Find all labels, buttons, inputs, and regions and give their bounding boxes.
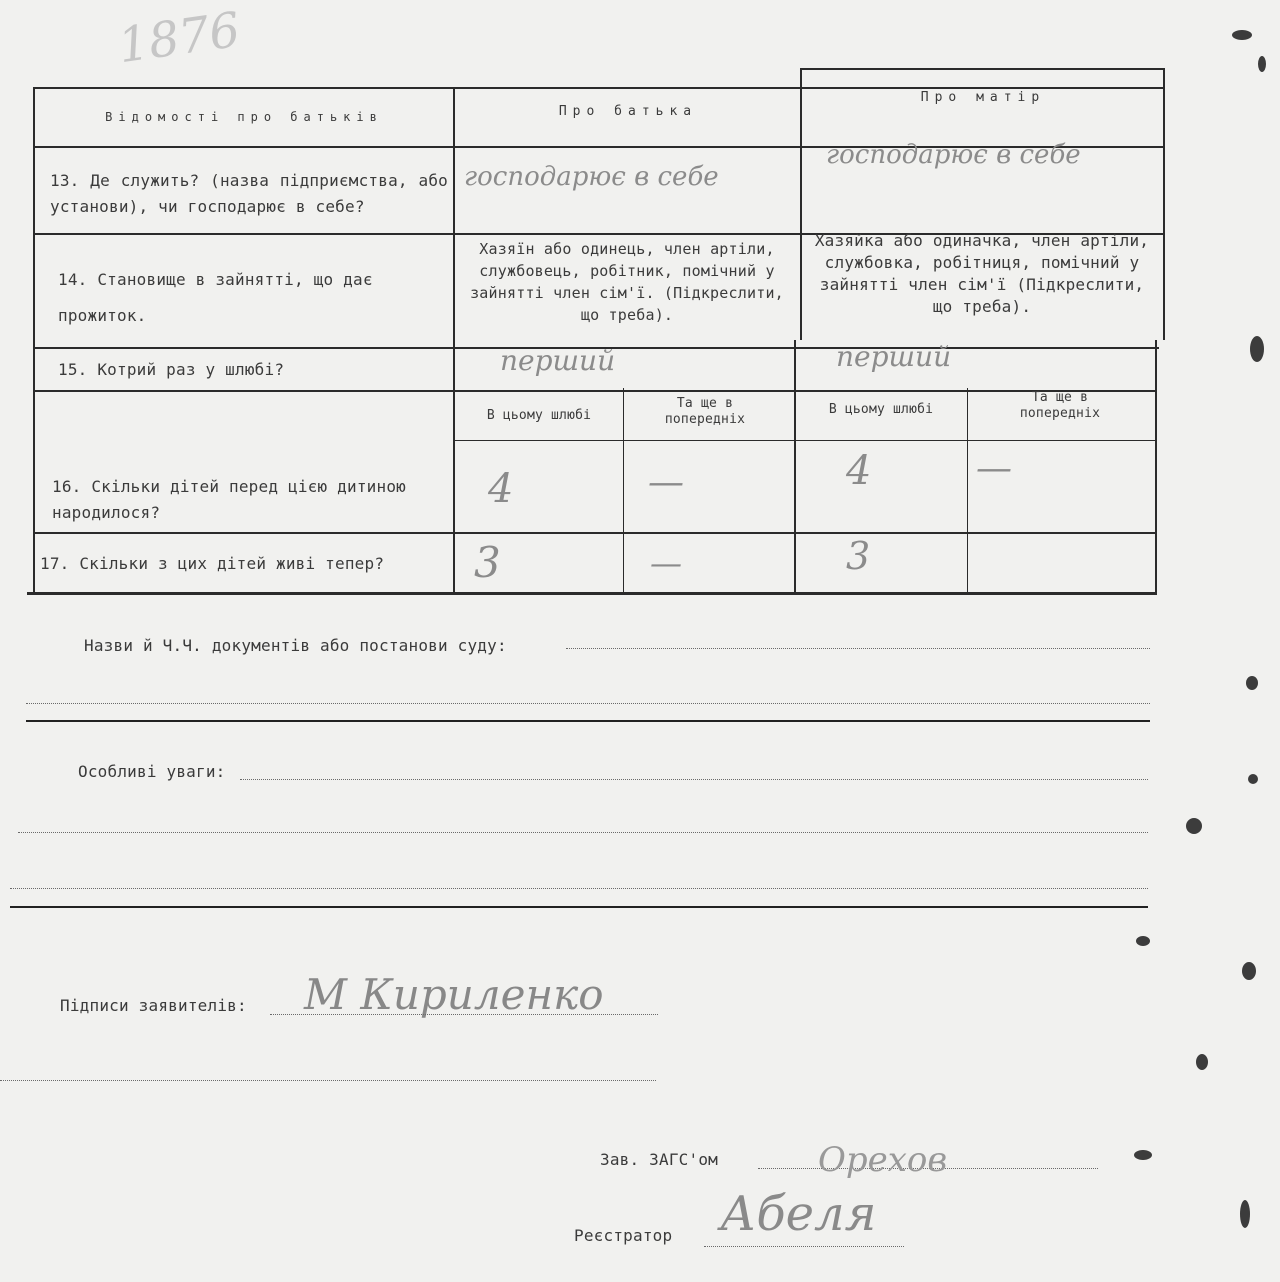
registrar-signature: Абеля bbox=[720, 1186, 877, 1242]
row-17-label: 17. Скільки з цих дітей живі тепер? bbox=[40, 554, 385, 573]
special-notes-label: Особливі уваги: bbox=[78, 762, 226, 781]
row-13-label: 13. Де служить? (назва підприємства, або установи), чи господарює в себе? bbox=[50, 171, 448, 216]
archive-number: 1876 bbox=[114, 1, 244, 75]
head-signature: Орехов bbox=[818, 1140, 948, 1180]
subheader-previous-mother: Та ще в попередніх bbox=[1019, 390, 1101, 421]
applicant-signature-line-1 bbox=[270, 1014, 658, 1015]
subheader-previous-father: Та ще в попередніх bbox=[664, 396, 746, 427]
applicant-signatures-label: Підписи заявителів: bbox=[60, 996, 247, 1015]
header-father-column: Про батька bbox=[558, 104, 698, 119]
row-16-mother-this: 4 bbox=[846, 448, 872, 494]
row-17-father-previous: — bbox=[650, 544, 682, 582]
row-14-father-options: Хазяїн або одинець, член артіли, службовець, робітник, помічний у зайнятті член сім'ї. (Підкреслити, що треба). bbox=[470, 240, 784, 324]
row-16-mother-previous: — bbox=[976, 448, 1012, 489]
documents-line-2 bbox=[26, 703, 1150, 704]
row-13-father-value: господарює в себе bbox=[464, 162, 719, 192]
row-15-label: 15. Котрий раз у шлюбі? bbox=[58, 360, 285, 379]
header-mother-column: Про матір bbox=[920, 90, 1046, 105]
special-notes-line-3 bbox=[10, 888, 1148, 889]
special-notes-divider bbox=[10, 906, 1148, 908]
special-notes-line-1 bbox=[240, 779, 1148, 780]
row-17-father-this: 3 bbox=[474, 538, 501, 587]
header-label-column: Відомості про батьків bbox=[105, 110, 383, 124]
documents-divider bbox=[26, 720, 1150, 722]
row-17-mother-this: 3 bbox=[846, 534, 871, 578]
head-label: Зав. ЗАГС'ом bbox=[600, 1150, 718, 1169]
row-16-father-this: 4 bbox=[488, 466, 514, 512]
special-notes-line-2 bbox=[18, 832, 1148, 833]
subheader-this-marriage-father: В цьому шлюбі bbox=[486, 408, 592, 423]
registrar-label: Реєстратор bbox=[574, 1226, 673, 1245]
row-16-label: 16. Скільки дітей перед цією дитиною народилося? bbox=[52, 477, 406, 522]
documents-line-1 bbox=[566, 648, 1150, 649]
row-15-father-value: перший bbox=[500, 344, 616, 377]
row-16-father-previous: — bbox=[648, 462, 684, 503]
documents-label: Назви й Ч.Ч. документів або постанови суду: bbox=[84, 636, 507, 655]
row-14-mother-options: Хазяйка або одиначка, член артіли, службовка, робітниця, помічний у зайнятті член сім'ї (Підкреслити, що треба). bbox=[814, 231, 1150, 316]
row-13-mother-value: господарює в себе bbox=[826, 140, 1081, 170]
subheader-this-marriage-mother: В цьому шлюбі bbox=[828, 402, 934, 417]
registrar-signature-line bbox=[704, 1246, 904, 1247]
row-14-label: 14. Становище в зайнятті, що дає прожиток. bbox=[58, 270, 373, 325]
row-15-mother-value: перший bbox=[836, 340, 952, 373]
applicant-signature: М Кириленко bbox=[304, 970, 604, 1019]
applicant-signature-line-2 bbox=[0, 1080, 656, 1081]
